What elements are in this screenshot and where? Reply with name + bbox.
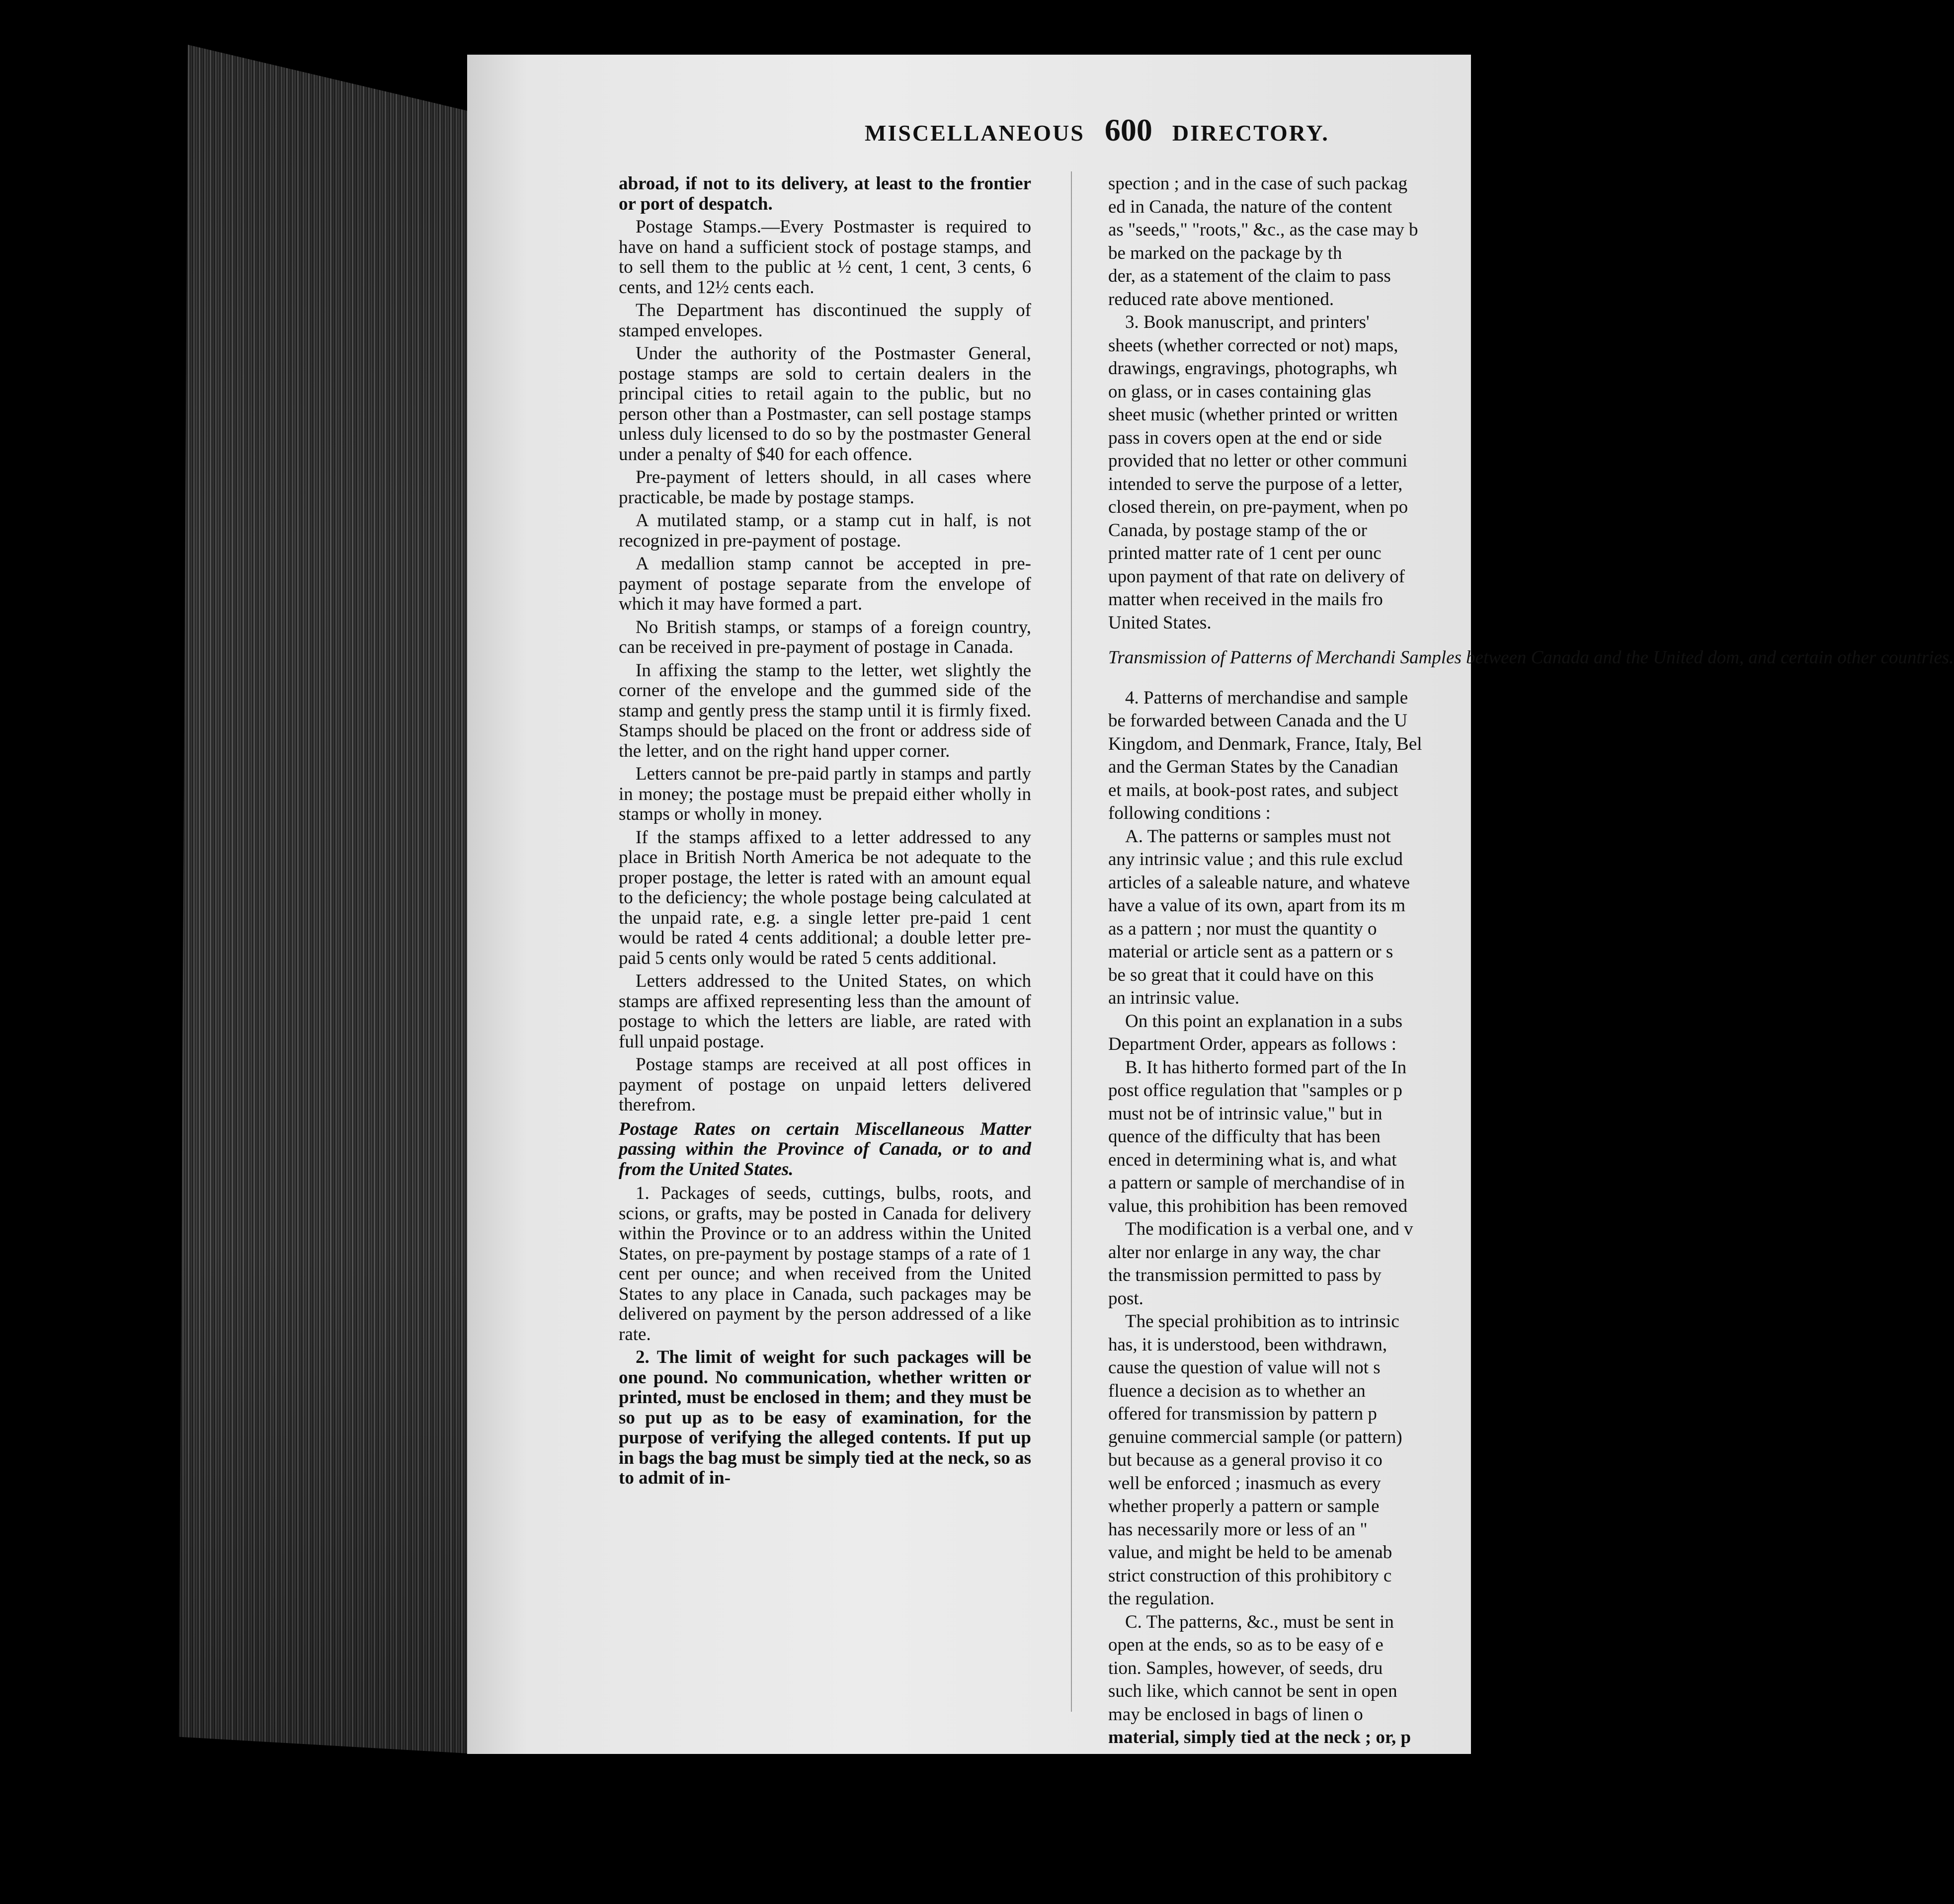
paragraph: printed matter rate of 1 cent per ounc xyxy=(1108,543,1382,563)
paragraph: be so great that it could have on this xyxy=(1108,964,1374,985)
paragraph: Pre-payment of letters should, in all cases where practicable, be made by postage stamps. xyxy=(619,467,1031,508)
paragraph: United States. xyxy=(1108,612,1212,633)
paragraph: the regulation. xyxy=(1108,1588,1215,1609)
paragraph: B. It has hitherto formed part of the In xyxy=(1125,1057,1407,1078)
paragraph: as "seeds," "roots," &c., as the case may b xyxy=(1108,220,1418,240)
paragraph: and the German States by the Canadian xyxy=(1108,757,1398,777)
paragraph: material or article sent as a pattern or s xyxy=(1108,942,1393,962)
paragraph: pass in covers open at the end or side xyxy=(1108,427,1382,448)
paragraph: genuine commercial sample (or pattern) xyxy=(1108,1427,1402,1447)
printed-page xyxy=(467,55,1954,1754)
paragraph: Transmission of Patterns of Merchandi Samples between Canada and the United dom, and certain other countries. xyxy=(1108,647,1954,668)
paragraph: following conditions : xyxy=(1108,803,1271,823)
paragraph: sheet music (whether printed or written xyxy=(1108,404,1398,425)
paragraph: have a value of its own, apart from its m xyxy=(1108,895,1405,916)
header-right-word: DIRECTORY. xyxy=(1172,120,1329,146)
paragraph: Letters cannot be pre-paid partly in stamps and partly in money; the postage must be prepaid either wholly in stamps or wholly in money. xyxy=(619,764,1031,824)
paragraph: A medallion stamp cannot be accepted in pre-payment of postage separate from the envelope of which it may have formed a part. xyxy=(619,554,1031,614)
paragraph: reduced rate above mentioned. xyxy=(1108,289,1334,310)
paragraph: fluence a decision as to whether an xyxy=(1108,1380,1366,1401)
paragraph: abroad, if not to its delivery, at least to the frontier or port of despatch. xyxy=(619,173,1031,214)
paragraph: 3. Book manuscript, and printers' xyxy=(1125,312,1370,332)
paragraph: has necessarily more or less of an " xyxy=(1108,1519,1368,1540)
paragraph: on glass, or in cases containing glas xyxy=(1108,381,1372,402)
paragraph: Kingdom, and Denmark, France, Italy, Bel xyxy=(1108,733,1422,754)
page-number: 600 xyxy=(1104,112,1152,148)
paragraph: Under the authority of the Postmaster General, postage stamps are sold to certain dealers in the principal cities to retail again to the public, but no person other than a Postmaster, can sell postage stamps unless duly licensed to do so by the postmaster General under a penalty of $40 for each offence. xyxy=(619,343,1031,465)
paragraph: quence of the difficulty that has been xyxy=(1108,1126,1381,1147)
paragraph: be forwarded between Canada and the U xyxy=(1108,711,1408,731)
paragraph: 2. The limit of weight for such packages will be one pound. No communication, whether written or printed, must be enclosed in them; and they must be so put up as to be easy of examination, for the purpose of verifying the alleged contents. If put up in bags the bag must be simply tied at the neck, so as to admit of in- xyxy=(619,1347,1031,1488)
paragraph: Canada, by postage stamp of the or xyxy=(1108,520,1367,541)
paragraph: such like, which cannot be sent in open xyxy=(1108,1681,1397,1701)
paragraph: 4. Patterns of merchandise and sample xyxy=(1125,687,1408,708)
paragraph: post office regulation that "samples or p xyxy=(1108,1080,1402,1101)
paragraph: et mails, at book-post rates, and subject xyxy=(1108,780,1398,800)
paragraph: ed in Canada, the nature of the content xyxy=(1108,196,1392,217)
paragraph: A. The patterns or samples must not xyxy=(1125,826,1391,847)
column-rule xyxy=(1071,171,1072,1712)
paragraph: material, simply tied at the neck ; or, p xyxy=(1108,1727,1411,1747)
book-page-edges xyxy=(179,45,477,1754)
paragraph: upon payment of that rate on delivery of xyxy=(1108,566,1405,587)
paragraph: 1. Packages of seeds, cuttings, bulbs, roots, and scions, or grafts, may be posted in Canada for delivery within the Province or to an address within the United States, on pre-payment by postage stamps of a rate of 1 cent per ounce; and when received from the United States to any place in Canada, such packages may be delivered on payment by the person addressed of a like rate. xyxy=(619,1183,1031,1345)
paragraph: matter when received in the mails fro xyxy=(1108,589,1383,610)
paragraph: offered for transmission by pattern p xyxy=(1108,1404,1377,1424)
paragraph: On this point an explanation in a subs xyxy=(1125,1011,1403,1031)
paragraph: enced in determining what is, and what xyxy=(1108,1149,1397,1170)
paragraph: as a pattern ; nor must the quantity o xyxy=(1108,918,1377,939)
paragraph: No British stamps, or stamps of a foreign country, can be received in pre-payment of postage in Canada. xyxy=(619,617,1031,657)
paragraph: be marked on the package by th xyxy=(1108,242,1342,263)
paragraph: der, as a statement of the claim to pass xyxy=(1108,266,1391,286)
paragraph: Letters addressed to the United States, on which stamps are affixed representing less than the amount of postage to which the letters are liable, are rated with full unpaid postage. xyxy=(619,971,1031,1052)
paragraph: a pattern or sample of merchandise of in xyxy=(1108,1173,1405,1193)
paragraph: value, this prohibition has been removed xyxy=(1108,1195,1408,1216)
paragraph: tion. Samples, however, of seeds, dru xyxy=(1108,1658,1383,1678)
paragraph: closed therein, on pre-payment, when po xyxy=(1108,497,1408,517)
paragraph: must not be of intrinsic value," but in xyxy=(1108,1103,1383,1124)
paragraph: Postage Rates on certain Miscellaneous Matter passing within the Province of Canada, or to and from the United States. xyxy=(619,1118,1031,1180)
paragraph: C. The patterns, &c., must be sent in xyxy=(1125,1611,1394,1632)
paragraph: Postage stamps are received at all post offices in payment of postage on unpaid letters delivered therefrom. xyxy=(619,1054,1031,1115)
paragraph: provided that no letter or other communi xyxy=(1108,451,1408,471)
paragraph: Department Order, appears as follows : xyxy=(1108,1034,1397,1054)
paragraph: the transmission permitted to pass by xyxy=(1108,1265,1382,1285)
paragraph: The Department has discontinued the supply of stamped envelopes. xyxy=(619,300,1031,341)
paragraph: The special prohibition as to intrinsic xyxy=(1125,1311,1399,1332)
header-left-word: MISCELLANEOUS xyxy=(865,120,1085,146)
left-text-column xyxy=(619,174,1031,1492)
paragraph: sheets (whether corrected or not) maps, xyxy=(1108,335,1398,356)
paragraph: Postage Stamps.—Every Postmaster is required to have on hand a sufficient stock of postage stamps, and to sell them to the public at ½ cent, 1 cent, 3 cents, 6 cents, and 12½ cents each. xyxy=(619,217,1031,298)
paragraph: cause the question of value will not s xyxy=(1108,1357,1381,1378)
paragraph: In affixing the stamp to the letter, wet slightly the corner of the envelope and the gummed side of the stamp and gently press the stamp until it is firmly fixed. Stamps should be placed on the front or address side of the letter, and on the right hand upper corner. xyxy=(619,660,1031,761)
paragraph: an intrinsic value. xyxy=(1108,988,1240,1008)
right-text-column xyxy=(1108,173,1954,1747)
paragraph: any intrinsic value ; and this rule exclud xyxy=(1108,849,1403,870)
paragraph: post. xyxy=(1108,1288,1143,1309)
paragraph: alter nor enlarge in any way, the char xyxy=(1108,1242,1381,1263)
running-header xyxy=(865,112,1461,166)
paragraph: but because as a general proviso it co xyxy=(1108,1450,1383,1470)
paragraph: value, and might be held to be amenab xyxy=(1108,1542,1392,1563)
paragraph: articles of a saleable nature, and whateve xyxy=(1108,872,1410,893)
paragraph: intended to serve the purpose of a letter, xyxy=(1108,474,1403,494)
paragraph: whether properly a pattern or sample xyxy=(1108,1496,1380,1516)
paragraph: has, it is understood, been withdrawn, xyxy=(1108,1334,1387,1355)
paragraph: The modification is a verbal one, and v xyxy=(1125,1219,1413,1239)
paragraph: spection ; and in the case of such packag xyxy=(1108,173,1408,194)
paragraph: strict construction of this prohibitory c xyxy=(1108,1565,1392,1586)
paragraph: may be enclosed in bags of linen o xyxy=(1108,1704,1363,1725)
paragraph: well be enforced ; inasmuch as every xyxy=(1108,1473,1381,1494)
paragraph: drawings, engravings, photographs, wh xyxy=(1108,358,1397,379)
paragraph: open at the ends, so as to be easy of e xyxy=(1108,1635,1384,1655)
paragraph: A mutilated stamp, or a stamp cut in half, is not recognized in pre-payment of postage. xyxy=(619,510,1031,551)
paragraph: If the stamps affixed to a letter addressed to any place in British North America be not adequate to the proper postage, the letter is rated with an amount equal to the deficiency; the whole postage being calculated at the unpaid rate, e.g. a single letter pre-paid 1 cent would be rated 4 cents additional; a double letter pre-paid 5 cents only would be rated 5 cents additional. xyxy=(619,827,1031,968)
